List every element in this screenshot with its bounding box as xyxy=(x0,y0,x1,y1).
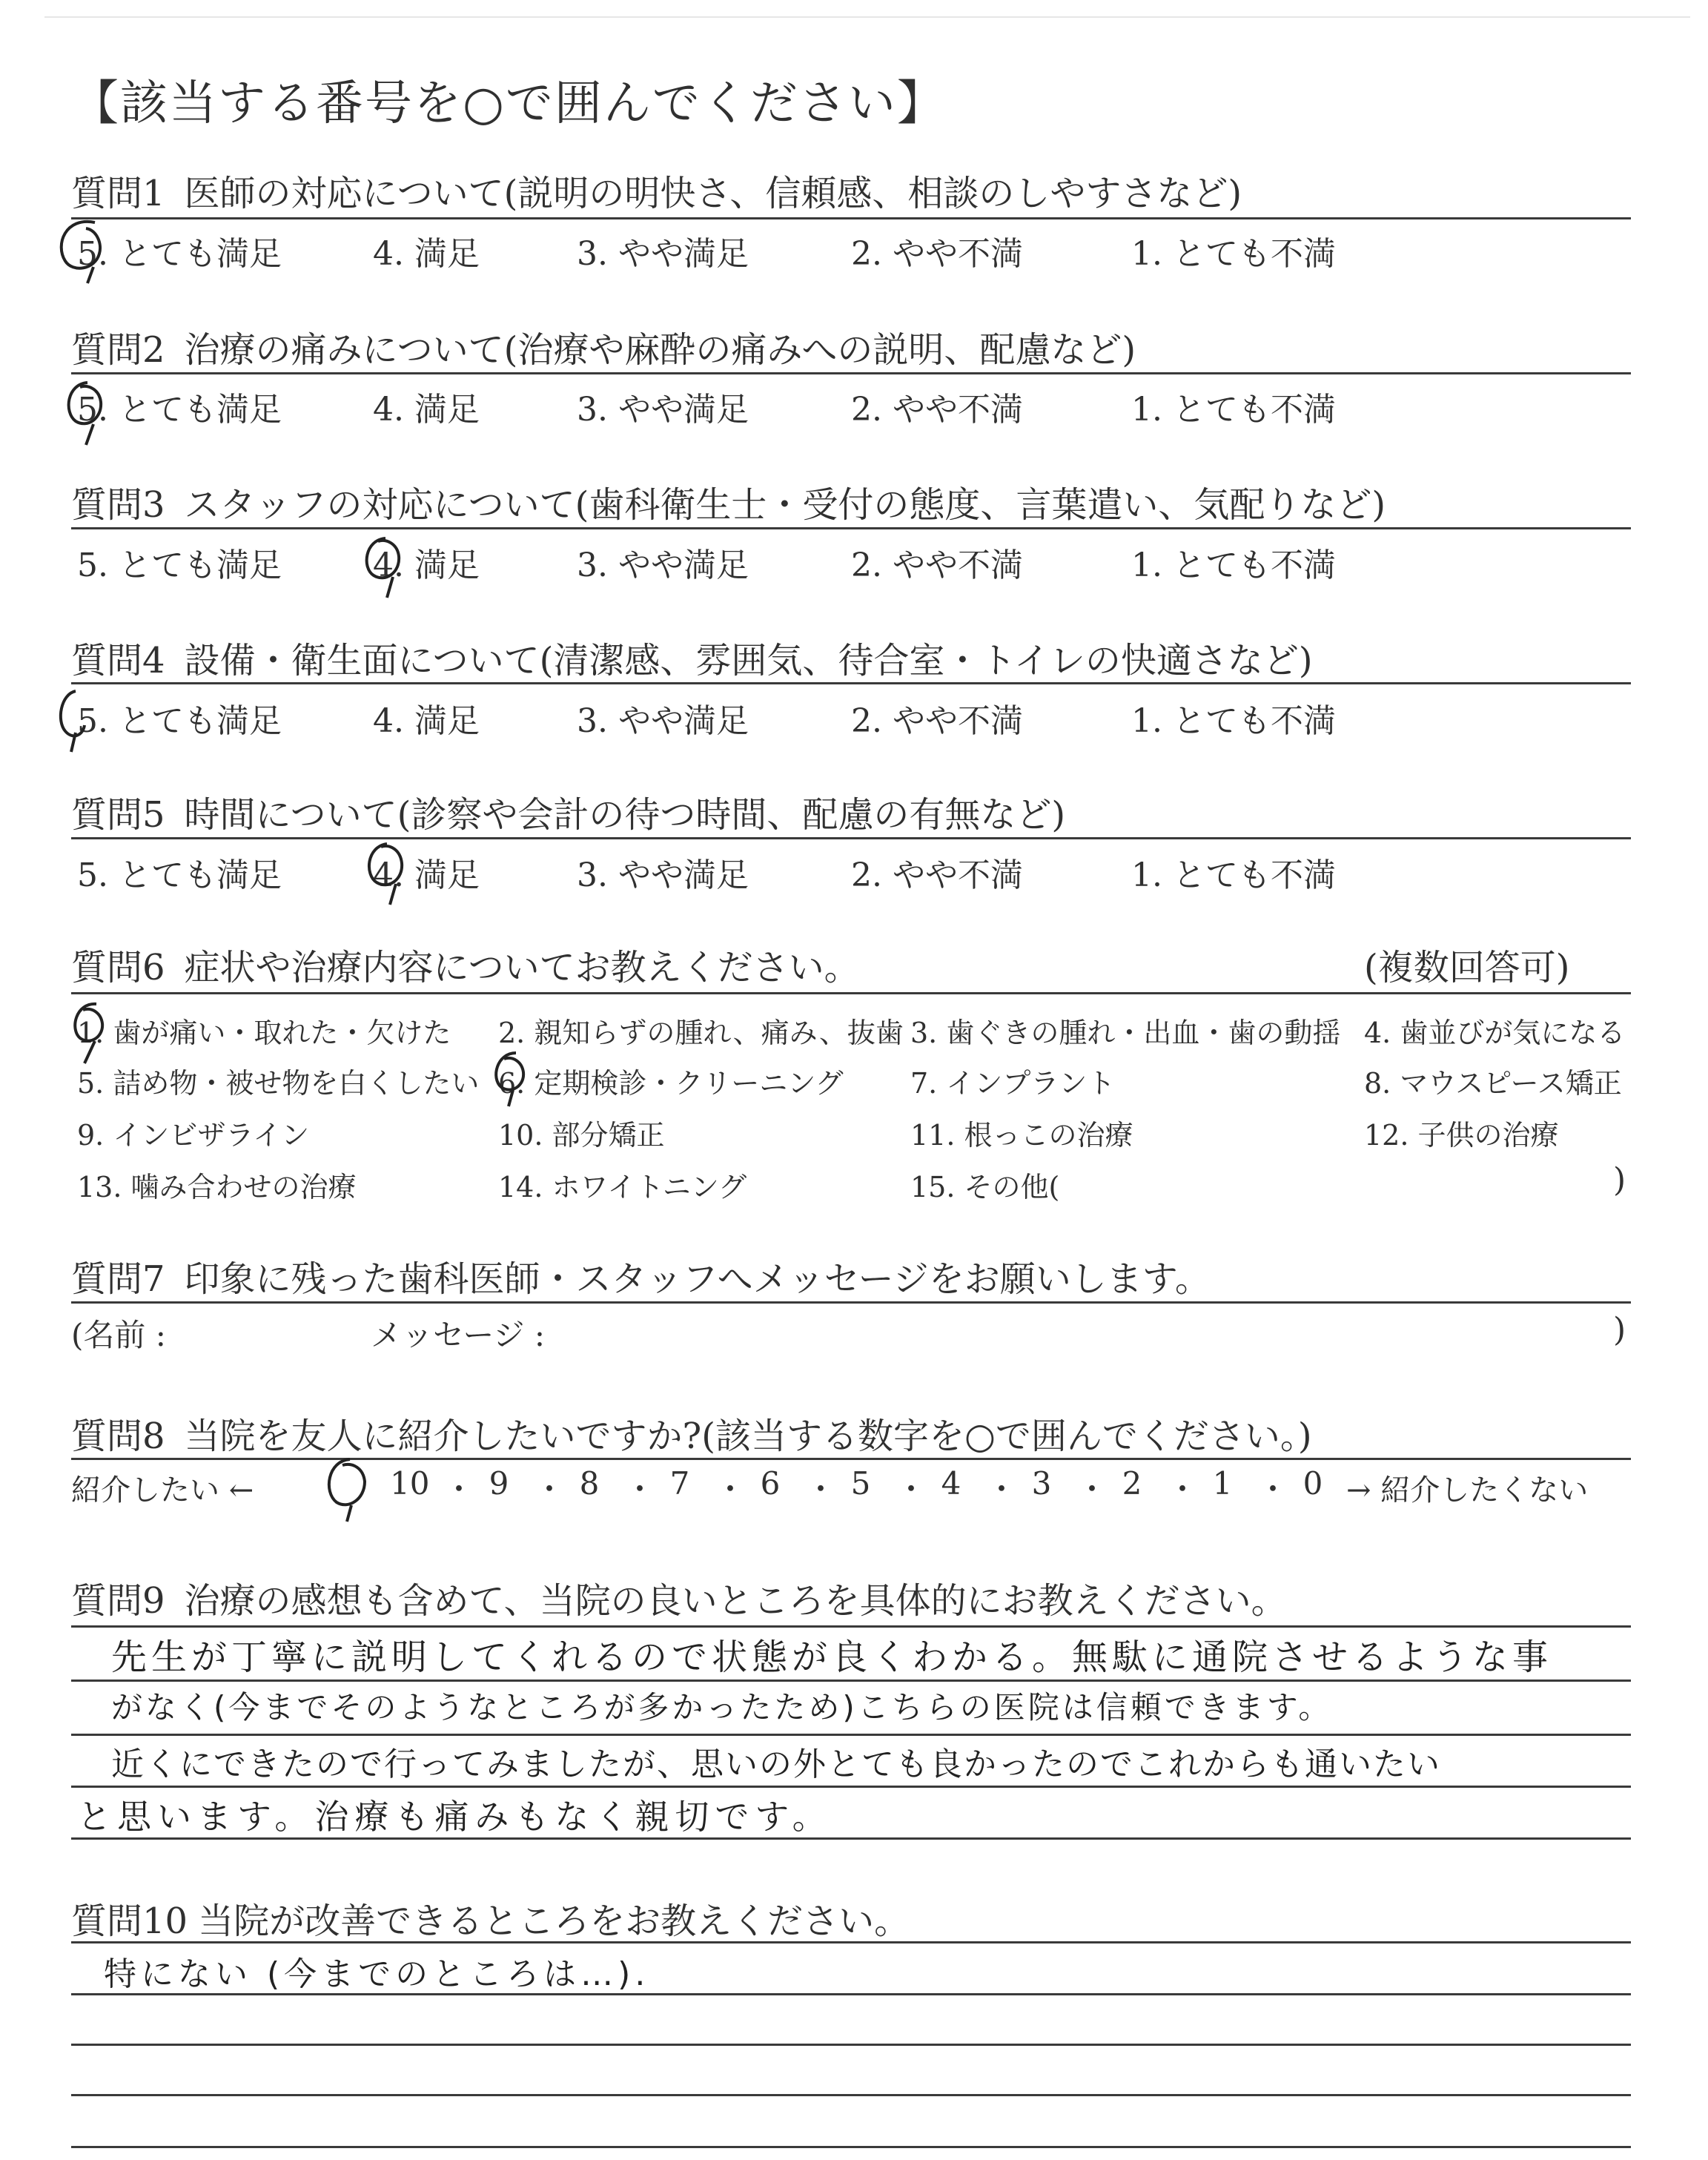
question-text: 治療の痛みについて(治療や麻酔の痛みへの説明、配慮など) xyxy=(184,329,1136,371)
rule xyxy=(71,1458,1631,1460)
question-4 xyxy=(71,632,1628,683)
question-number: 質問7 xyxy=(71,1258,165,1300)
q3-option-1[interactable]: 1. とても不満 xyxy=(1131,546,1336,584)
rule xyxy=(71,1301,1631,1304)
q6-item-6[interactable]: 6. 定期検診・クリーニング xyxy=(498,1067,844,1100)
question-number: 質問8 xyxy=(71,1416,165,1457)
scale-value-3[interactable]: 3 xyxy=(1031,1465,1052,1502)
q5-option-4[interactable]: 4. 満足 xyxy=(373,856,480,894)
question-text: 当院を友人に紹介したいですか?(該当する数字を○で囲んでください。) xyxy=(184,1416,1312,1457)
answer-rule xyxy=(71,1734,1631,1736)
scale-separator: ・ xyxy=(443,1471,475,1507)
page-top-edge xyxy=(44,16,1690,18)
q2-option-5[interactable]: 5. とても満足 xyxy=(77,391,282,429)
q5-option-3[interactable]: 3. やや満足 xyxy=(577,856,749,894)
q3-option-4[interactable]: 4. 満足 xyxy=(373,546,480,584)
q1-option-4[interactable]: 4. 満足 xyxy=(373,235,480,273)
scale-separator: ・ xyxy=(1167,1471,1199,1507)
handwritten-circle-q8-10 xyxy=(317,1453,384,1527)
rule xyxy=(71,837,1631,839)
answer-rule xyxy=(71,1786,1631,1788)
answer-rule xyxy=(71,1941,1631,1943)
scale-right-label: → 紹介したくない xyxy=(1346,1473,1589,1507)
question-8 xyxy=(71,1407,1628,1459)
q2-option-3[interactable]: 3. やや満足 xyxy=(577,391,749,429)
q2-option-2[interactable]: 2. やや不満 xyxy=(851,391,1023,429)
q6-item-3[interactable]: 3. 歯ぐきの腫れ・出血・歯の動揺 xyxy=(910,1017,1341,1049)
multiple-answer-note: (複数回答可) xyxy=(1364,947,1570,988)
question-number: 質問1 xyxy=(71,173,165,214)
q6-item-11[interactable]: 11. 根っこの治療 xyxy=(910,1119,1133,1152)
q6-item-1[interactable]: 1. 歯が痛い・取れた・欠けた xyxy=(77,1017,451,1049)
name-label: (名前 : xyxy=(71,1317,166,1353)
question-text: スタッフの対応について(歯科衛生士・受付の態度、言葉遣い、気配りなど) xyxy=(184,484,1386,526)
q6-other-close-paren: ) xyxy=(1613,1161,1626,1199)
q1-option-2[interactable]: 2. やや不満 xyxy=(851,235,1023,273)
q7-close-paren: ) xyxy=(1613,1311,1626,1349)
q4-option-3[interactable]: 3. やや満足 xyxy=(577,702,749,740)
q1-option-5[interactable]: 5. とても満足 xyxy=(77,235,282,273)
question-number: 質問10 xyxy=(71,1900,188,1942)
question-5 xyxy=(71,786,1628,837)
answer-rule xyxy=(71,2146,1631,2148)
q6-item-9[interactable]: 9. インビザライン xyxy=(77,1119,310,1152)
q5-option-1[interactable]: 1. とても不満 xyxy=(1131,856,1336,894)
q3-option-5[interactable]: 5. とても満足 xyxy=(77,546,282,584)
rule xyxy=(71,527,1631,529)
scale-left-label: 紹介したい ← xyxy=(71,1473,254,1507)
q2-option-4[interactable]: 4. 満足 xyxy=(373,391,480,429)
scale-value-9[interactable]: 9 xyxy=(489,1465,509,1502)
scale-separator: ・ xyxy=(715,1471,747,1507)
scale-value-5[interactable]: 5 xyxy=(850,1465,871,1502)
q6-item-5[interactable]: 5. 詰め物・被せ物を白くしたい xyxy=(77,1067,480,1100)
question-text: 当院が改善できるところをお教えください。 xyxy=(198,1900,910,1942)
q4-option-5[interactable]: 5. とても満足 xyxy=(77,702,282,740)
question-10 xyxy=(71,1892,1628,1943)
answer-rule xyxy=(71,1680,1631,1682)
q4-option-1[interactable]: 1. とても不満 xyxy=(1131,702,1336,740)
scale-value-2[interactable]: 2 xyxy=(1122,1465,1142,1502)
question-2 xyxy=(71,321,1628,372)
message-label: メッセージ : xyxy=(371,1317,545,1353)
answer-rule xyxy=(71,1625,1631,1628)
scale-value-4[interactable]: 4 xyxy=(941,1465,961,1502)
question-7 xyxy=(71,1250,1628,1301)
scale-value-10[interactable]: 10 xyxy=(390,1465,430,1502)
q1-option-1[interactable]: 1. とても不満 xyxy=(1131,235,1336,273)
rule xyxy=(71,217,1631,219)
rule xyxy=(71,372,1631,374)
q2-option-1[interactable]: 1. とても不満 xyxy=(1131,391,1336,429)
question-number: 質問4 xyxy=(71,640,165,681)
question-text: 印象に残った歯科医師・スタッフへメッセージをお願いします。 xyxy=(184,1258,1211,1300)
question-number: 質問9 xyxy=(71,1580,165,1622)
q10-answer-line-1: 特にない (今までのところは…). xyxy=(104,1955,650,1993)
rule xyxy=(71,682,1631,684)
q9-answer-line-3: 近くにできたので行ってみましたが、思いの外とても良かったのでこれからも通いたい xyxy=(111,1745,1441,1783)
scale-separator: ・ xyxy=(805,1471,837,1507)
q6-item-12[interactable]: 12. 子供の治療 xyxy=(1364,1119,1559,1152)
rule xyxy=(71,992,1631,994)
question-9 xyxy=(71,1572,1628,1623)
scale-separator: ・ xyxy=(896,1471,927,1507)
scale-separator: ・ xyxy=(1076,1471,1108,1507)
q1-option-3[interactable]: 3. やや満足 xyxy=(577,235,749,273)
q3-option-3[interactable]: 3. やや満足 xyxy=(577,546,749,584)
q5-option-2[interactable]: 2. やや不満 xyxy=(851,856,1023,894)
scale-separator: ・ xyxy=(1257,1471,1289,1507)
question-number: 質問6 xyxy=(71,947,165,988)
question-text: 設備・衛生面について(清潔感、雰囲気、待合室・トイレの快適さなど) xyxy=(184,640,1313,681)
instruction-header: 【該当する番号を○で囲んでください】 xyxy=(71,76,946,131)
scale-numbers xyxy=(390,1465,1391,1510)
q6-item-13[interactable]: 13. 噛み合わせの治療 xyxy=(77,1171,357,1203)
q5-option-5[interactable]: 5. とても満足 xyxy=(77,856,282,894)
question-text: 治療の感想も含めて、当院の良いところを具体的にお教えください。 xyxy=(184,1580,1287,1622)
q6-item-8[interactable]: 8. マウスピース矯正 xyxy=(1364,1067,1622,1100)
q4-option-2[interactable]: 2. やや不満 xyxy=(851,702,1023,740)
scale-value-0[interactable]: 0 xyxy=(1302,1465,1323,1502)
question-number: 質問5 xyxy=(71,794,165,836)
scale-value-1[interactable]: 1 xyxy=(1212,1465,1233,1502)
question-3 xyxy=(71,476,1628,527)
q6-item-2[interactable]: 2. 親知らずの腫れ、痛み、抜歯 xyxy=(498,1017,904,1049)
q3-option-2[interactable]: 2. やや不満 xyxy=(851,546,1023,584)
question-number: 質問3 xyxy=(71,484,165,526)
scale-value-7[interactable]: 7 xyxy=(669,1465,690,1502)
question-1 xyxy=(71,165,1628,216)
q9-answer-line-2: がなく(今までそのようなところが多かったため)こちらの医院は信頼できます。 xyxy=(111,1689,1333,1725)
q9-answer-line-4: と思います。治療も痛みもなく親切です。 xyxy=(77,1797,833,1837)
scale-separator: ・ xyxy=(986,1471,1018,1507)
q6-item-4[interactable]: 4. 歯並びが気になる xyxy=(1364,1017,1626,1049)
scale-value-6[interactable]: 6 xyxy=(760,1465,781,1502)
q4-option-4[interactable]: 4. 満足 xyxy=(373,702,480,740)
answer-rule xyxy=(71,2044,1631,2046)
q6-item-15[interactable]: 15. その他( xyxy=(910,1171,1060,1203)
question-text: 医師の対応について(説明の明快さ、信頼感、相談のしやすさなど) xyxy=(184,173,1242,214)
question-text: 症状や治療内容についてお教えください。 xyxy=(184,947,860,988)
question-text: 時間について(診察や会計の待つ時間、配慮の有無など) xyxy=(184,794,1066,836)
q9-answer-line-1: 先生が丁寧に説明してくれるので状態が良くわかる。無駄に通院させるような事 xyxy=(111,1636,1553,1678)
scale-separator: ・ xyxy=(534,1471,566,1507)
q6-item-14[interactable]: 14. ホワイトニング xyxy=(498,1171,747,1203)
scale-value-8[interactable]: 8 xyxy=(579,1465,600,1502)
scale-separator: ・ xyxy=(624,1471,656,1507)
q6-item-10[interactable]: 10. 部分矯正 xyxy=(498,1119,665,1152)
q6-item-7[interactable]: 7. インプラント xyxy=(910,1067,1116,1100)
answer-rule xyxy=(71,2094,1631,2096)
question-number: 質問2 xyxy=(71,329,165,371)
